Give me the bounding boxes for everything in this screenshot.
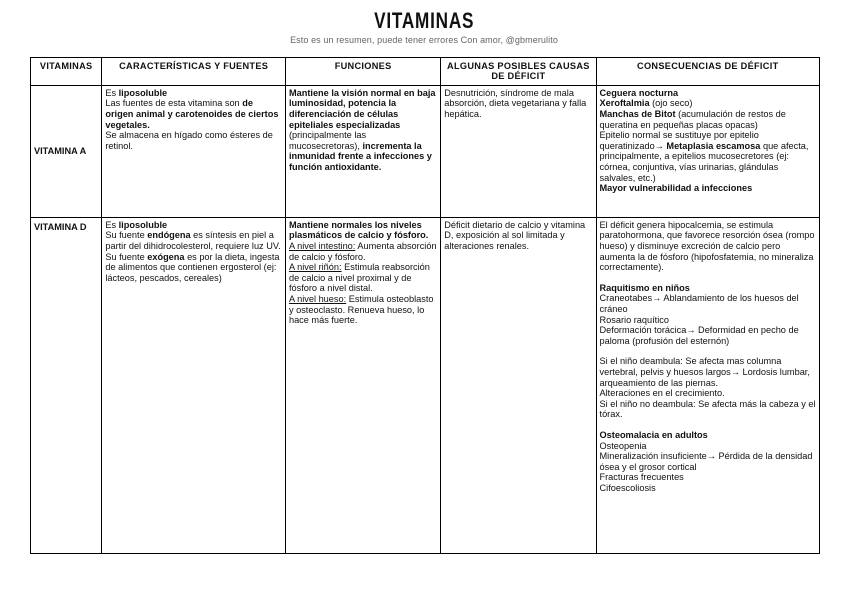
causas-cell bbox=[441, 217, 596, 553]
text-run: que afecta, principalmente, a epitelios mucosecretores (ej: córnea, conjuntiva, vías urinarias, glándulas salvales, etc.) bbox=[599, 140, 809, 183]
text-run: (principalmente las mucosecretoras), bbox=[288, 130, 367, 151]
text-line bbox=[600, 356, 816, 388]
header-causas: ALGUNAS POSIBLES CAUSAS DE DÉFICIT bbox=[441, 58, 596, 86]
line-gap bbox=[600, 273, 816, 283]
text-run: Se almacena en hígado como ésteres de retinol. bbox=[105, 130, 273, 151]
underlined-text: A nivel intestino: bbox=[288, 241, 356, 251]
text-run: Osteopenia bbox=[599, 440, 647, 451]
consecuencias-cell bbox=[596, 217, 819, 553]
text-run: Craneotabes→ Ablandamiento de los huesos del cráneo bbox=[599, 293, 799, 314]
bold-text: exógena bbox=[147, 251, 185, 262]
bold-text: Mayor vulnerabilidad a infecciones bbox=[599, 183, 753, 194]
text-line bbox=[105, 220, 282, 231]
text-line bbox=[600, 451, 816, 472]
vitamins-table bbox=[30, 57, 820, 554]
text-run: Deformación torácica→ Deformidad en pecho de paloma (profusión del esternón) bbox=[599, 325, 799, 346]
header-funciones: FUNCIONES bbox=[285, 58, 440, 86]
page-header bbox=[0, 8, 848, 46]
text-run: Estimula reabsorción de calcio a nivel proximal y de fósforo a nivel distal. bbox=[288, 262, 430, 294]
causas-cell bbox=[441, 85, 596, 217]
text-line bbox=[600, 220, 816, 273]
text-line bbox=[600, 430, 816, 441]
text-line bbox=[289, 241, 437, 262]
text-line bbox=[600, 109, 816, 130]
text-line bbox=[105, 230, 282, 251]
bold-text: Raquitismo en niños bbox=[599, 282, 690, 293]
text-line bbox=[600, 293, 816, 314]
text-run: Estimula osteoblasto y osteoclasto. Renueva hueso, lo hace más fuerte. bbox=[288, 293, 434, 326]
text-run: Cifoescoliosis bbox=[599, 482, 656, 493]
text-run: Fracturas frecuentes bbox=[599, 472, 684, 483]
funciones-cell bbox=[285, 85, 440, 217]
text-run: Las fuentes de esta vitamina son bbox=[105, 98, 243, 109]
text-run: es por la dieta, ingesta de alimentos que contienen ergosterol (ej: lácteos, pescados, cereales) bbox=[105, 251, 280, 283]
text-line bbox=[105, 98, 282, 130]
line-gap bbox=[600, 420, 816, 430]
text-line bbox=[289, 262, 437, 294]
text-run: Si el niño deambula: Se afecta mas columna vertebral, pelvis y huesos largos→ Lordosis lumbar, arqueamiento de las piernas. bbox=[599, 356, 810, 388]
underlined-text: A nivel hueso: bbox=[288, 293, 347, 304]
text-run: es síntesis en piel a partir del dihidrocolesterol, requiere luz UV. bbox=[105, 230, 281, 251]
text-line bbox=[600, 441, 816, 452]
text-line bbox=[600, 325, 816, 346]
text-run: Si el niño no deambula: Se afecta más la cabeza y el tórax. bbox=[599, 398, 816, 420]
text-line bbox=[600, 283, 816, 294]
bold-text: incrementa la inmunidad frente a infecciones y función antioxidante. bbox=[288, 140, 432, 172]
bold-text: liposoluble bbox=[118, 87, 168, 98]
text-line bbox=[600, 388, 816, 399]
text-run: Es bbox=[105, 219, 119, 230]
header-consecuencias: CONSECUENCIAS DE DÉFICIT bbox=[596, 58, 819, 86]
text-run: Su fuente bbox=[105, 230, 148, 241]
text-run: Rosario raquítico bbox=[599, 314, 669, 325]
text-line bbox=[105, 130, 282, 151]
bold-text: Metaplasia escamosa bbox=[666, 140, 761, 151]
text-line bbox=[600, 183, 816, 194]
bold-text: liposoluble bbox=[118, 219, 168, 230]
text-line bbox=[600, 399, 816, 420]
bold-text: Osteomalacia en adultos bbox=[599, 429, 708, 440]
text-run: Alteraciones en el crecimiento. bbox=[599, 388, 725, 399]
consecuencias-cell bbox=[596, 85, 819, 217]
text-run: Mineralización insuficiente→ Pérdida de la densidad ósea y el grosor cortical bbox=[599, 451, 813, 472]
text-run: (ojo seco) bbox=[649, 98, 693, 109]
text-line bbox=[600, 98, 816, 109]
underlined-text: A nivel riñón: bbox=[288, 262, 342, 273]
text-line bbox=[105, 88, 282, 99]
bold-text: Mantiene normales los niveles plasmáticos de calcio y fósforo. bbox=[288, 219, 429, 241]
text-line bbox=[444, 220, 592, 252]
text-line bbox=[289, 220, 437, 241]
text-line bbox=[600, 130, 816, 183]
page-title: VITAMINAS bbox=[373, 8, 475, 33]
caracteristicas-cell bbox=[102, 85, 286, 217]
bold-text: Xeroftalmia bbox=[599, 98, 650, 109]
text-line bbox=[600, 88, 816, 99]
vitamin-name-cell: VITAMINA D bbox=[31, 217, 102, 553]
vitamin-name-cell: VITAMINA A bbox=[31, 85, 102, 217]
text-run: Desnutrición, síndrome de mala absorción, dieta vegetariana y falla hepática. bbox=[444, 87, 587, 119]
page-subtitle: Esto es un resumen, puede tener errores Con amor, @gbmerulito bbox=[290, 35, 558, 45]
text-line bbox=[289, 88, 437, 173]
text-run: Epitelio normal se sustituye por epitelio queratinizado→ bbox=[599, 130, 759, 151]
caracteristicas-cell bbox=[102, 217, 286, 553]
table-row-vitamina-a bbox=[31, 85, 820, 217]
text-run: El déficit genera hipocalcemia, se estimula paratohormona, que favorece resorción ósea (rompo hueso) y disminuye excreción de calcio pero aumenta la de fósforo (hipofosfatemia, no mineraliza correctamente). bbox=[599, 219, 815, 273]
text-run: Es bbox=[105, 87, 119, 98]
text-run: (acumulación de restos de queratina en pequeñas placas opacas) bbox=[599, 109, 786, 130]
text-line bbox=[289, 294, 437, 326]
header-caracteristicas: CARACTERÍSTICAS Y FUENTES bbox=[102, 58, 286, 86]
table-row-vitamina-d bbox=[31, 217, 820, 553]
text-run: Déficit dietario de calcio y vitamina D, exposición al sol limitada y alteraciones renales. bbox=[444, 219, 586, 251]
line-gap bbox=[600, 346, 816, 356]
bold-text: Manchas de Bitot bbox=[599, 109, 676, 119]
text-line bbox=[600, 483, 816, 494]
bold-text: Mantiene la visión normal en baja luminosidad, potencia la diferenciación de células epiteliales especializadas bbox=[288, 87, 436, 130]
bold-text: de origen animal y carotenoides de ciertos vegetales. bbox=[105, 98, 279, 130]
table-header-row bbox=[31, 58, 820, 86]
funciones-cell bbox=[285, 217, 440, 553]
text-line bbox=[600, 315, 816, 326]
text-run: Aumenta absorción de calcio y fósforo. bbox=[288, 241, 437, 262]
text-run: Su fuente bbox=[105, 251, 148, 262]
bold-text: endógena bbox=[147, 230, 191, 241]
header-vitaminas: VITAMINAS bbox=[31, 58, 102, 86]
text-line bbox=[105, 252, 282, 284]
text-line bbox=[600, 472, 816, 483]
text-line bbox=[444, 88, 592, 120]
bold-text: Ceguera nocturna bbox=[599, 87, 679, 98]
